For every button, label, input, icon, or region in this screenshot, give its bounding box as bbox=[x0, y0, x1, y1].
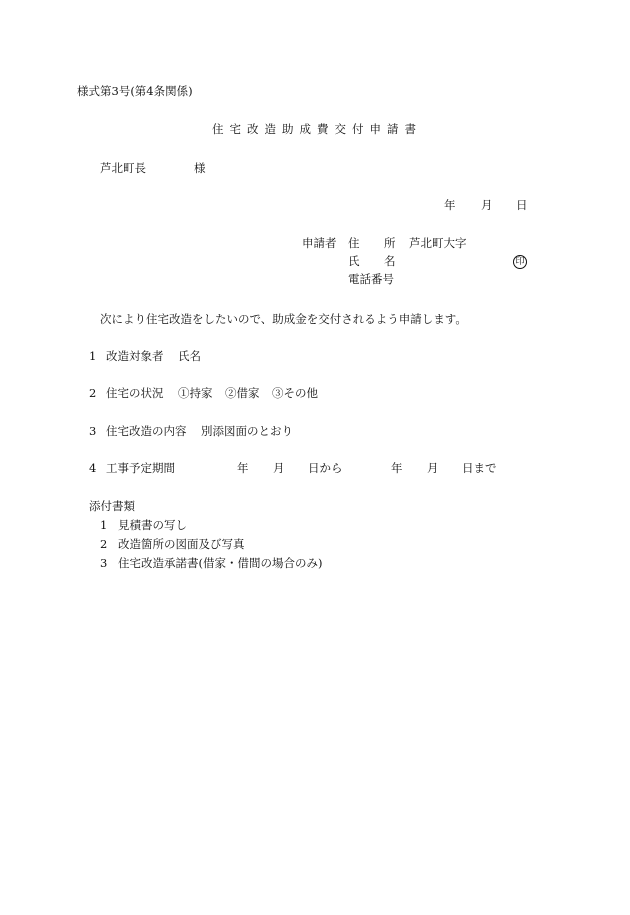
attachments-heading: 添付書類 bbox=[89, 499, 135, 513]
item-4-from-month: 月 bbox=[273, 461, 285, 475]
attachment-3-text: 住宅改造承諾書(借家・借間の場合のみ) bbox=[118, 556, 323, 570]
date-day: 日 bbox=[516, 198, 528, 212]
item-3-number: 3 bbox=[89, 424, 97, 438]
item-4-to-year: 年 bbox=[391, 461, 403, 475]
date-year: 年 bbox=[444, 198, 456, 212]
item-1-label: 改造対象者 bbox=[106, 349, 164, 363]
addressee-honorific: 様 bbox=[194, 161, 206, 175]
item-4-from-year: 年 bbox=[237, 461, 249, 475]
item-3-value: 別添図面のとおり bbox=[201, 424, 293, 438]
phone-label: 電話番号 bbox=[348, 272, 394, 286]
item-2-option-2: ②借家 bbox=[225, 386, 260, 400]
applicant-label: 申請者 bbox=[302, 236, 337, 250]
intro-text: 次により住宅改造をしたいので、助成金を交付されるよう申請します。 bbox=[100, 312, 467, 326]
address-value: 芦北町大字 bbox=[409, 236, 467, 250]
item-1-number: 1 bbox=[89, 349, 97, 363]
attachment-2-number: 2 bbox=[100, 537, 108, 551]
attachment-1-number: 1 bbox=[100, 518, 108, 532]
seal-mark: 印 bbox=[513, 255, 527, 269]
item-1-value: 氏名 bbox=[178, 349, 201, 363]
attachment-1-text: 見積書の写し bbox=[118, 518, 187, 532]
item-2-option-3: ③その他 bbox=[272, 386, 318, 400]
item-2-number: 2 bbox=[89, 386, 97, 400]
addressee-name: 芦北町長 bbox=[100, 161, 146, 175]
item-4-number: 4 bbox=[89, 461, 97, 475]
item-3-label: 住宅改造の内容 bbox=[106, 424, 187, 438]
address-label-2: 所 bbox=[384, 236, 396, 250]
item-4-from-day: 日から bbox=[308, 461, 343, 475]
item-2-label: 住宅の状況 bbox=[106, 386, 164, 400]
form-number: 様式第3号(第4条関係) bbox=[77, 84, 193, 98]
item-2-option-1: ①持家 bbox=[178, 386, 213, 400]
attachment-2-text: 改造箇所の図面及び写真 bbox=[118, 537, 245, 551]
address-label-1: 住 bbox=[348, 236, 360, 250]
attachment-3-number: 3 bbox=[100, 556, 108, 570]
item-4-to-month: 月 bbox=[427, 461, 439, 475]
item-4-label: 工事予定期間 bbox=[106, 461, 175, 475]
item-4-to-day: 日まで bbox=[462, 461, 497, 475]
name-label-1: 氏 bbox=[348, 254, 360, 268]
page-title: 住宅改造助成費交付申請書 bbox=[212, 122, 422, 136]
name-label-2: 名 bbox=[384, 254, 396, 268]
date-month: 月 bbox=[481, 198, 493, 212]
